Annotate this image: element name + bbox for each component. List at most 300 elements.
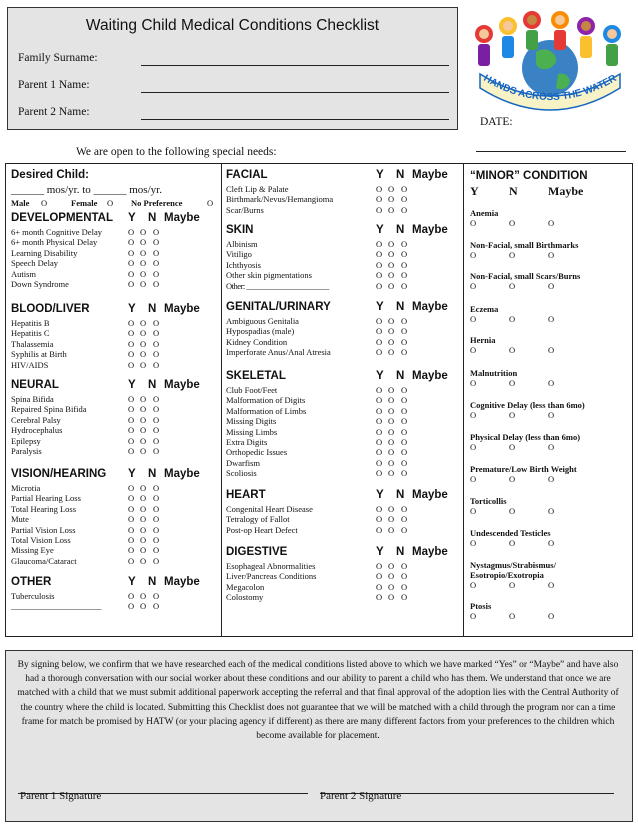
minor-condition-item [470,528,555,548]
section-title-text: VISION/HEARING [11,468,107,480]
option-n[interactable]: O [388,524,395,535]
option-y[interactable]: O [470,474,477,484]
option-n[interactable]: O [140,359,147,370]
condition-label: Scar/Burns [226,204,264,215]
option-n[interactable]: O [140,237,147,248]
option-n[interactable]: O [140,483,147,493]
option-y[interactable]: O [470,506,477,516]
condition-row [11,601,217,611]
section-title [226,370,458,385]
minor-n-header: N [509,184,518,198]
option-n[interactable]: O [140,524,147,535]
minor-condition-item [470,400,585,420]
option-maybe[interactable]: O [401,468,408,479]
option-y[interactable]: O [128,545,135,556]
option-y[interactable]: O [470,611,477,621]
minor-options-row [470,611,555,621]
section-other [11,576,217,612]
option-n[interactable]: O [388,385,395,395]
option-maybe[interactable]: O [401,259,408,270]
section-title [226,224,458,239]
option-maybe[interactable]: O [401,249,408,260]
option-maybe[interactable]: O [153,435,160,446]
condition-label: Missing Digits [226,416,277,427]
option-maybe[interactable]: O [153,318,160,328]
minor-condition-item [470,496,555,516]
minor-options-row [470,218,555,228]
option-y[interactable]: O [128,394,135,404]
option-y[interactable]: O [128,404,135,415]
option-maybe[interactable]: O [548,442,555,452]
parent1-name-field[interactable] [141,92,449,93]
family-surname-field[interactable] [141,65,449,66]
option-n[interactable]: O [388,405,395,416]
y-column-header: Y [376,224,384,236]
maybe-column-header: Maybe [164,576,200,588]
option-n[interactable]: O [509,314,516,324]
option-maybe[interactable]: O [401,326,408,337]
condition-row [226,468,458,478]
option-n[interactable]: O [388,457,395,468]
minor-condition-item [470,368,555,388]
option-maybe[interactable]: O [401,395,408,406]
maybe-column-header: Maybe [412,301,448,313]
option-y[interactable]: O [128,349,135,360]
option-maybe[interactable]: O [401,347,408,358]
section-skin [226,224,458,291]
option-y[interactable]: O [376,405,383,416]
option-n[interactable]: O [509,378,516,388]
minor-condition-label: Non-Facial, small Birthmarks [470,240,579,250]
condition-row [226,458,458,468]
option-n[interactable]: O [509,474,516,484]
condition-row [11,535,217,545]
section-title-text: BLOOD/LIVER [11,303,90,315]
option-maybe[interactable]: O [401,280,408,291]
condition-row [11,339,217,349]
option-maybe[interactable]: O [153,493,160,504]
option-n[interactable]: O [388,468,395,479]
option-y[interactable]: O [128,237,135,248]
option-n[interactable]: O [140,414,147,425]
option-maybe[interactable]: O [153,425,160,436]
option-maybe[interactable]: O [401,336,408,347]
option-maybe[interactable]: O [401,416,408,427]
option-maybe[interactable]: O [548,250,555,260]
desired-age-range[interactable]: ______ mos/yr. to ______ mos/yr. [11,184,162,196]
maybe-column-header: Maybe [412,546,448,558]
option-y[interactable]: O [376,447,383,458]
option-maybe[interactable]: O [153,555,160,566]
option-n[interactable]: O [140,404,147,415]
option-maybe[interactable]: O [548,218,555,228]
option-maybe[interactable]: O [548,611,555,621]
option-y[interactable]: O [376,239,383,249]
option-n[interactable]: O [388,316,395,326]
option-maybe[interactable]: O [401,426,408,437]
option-y[interactable]: O [128,591,135,601]
option-n[interactable]: O [388,504,395,514]
condition-row [11,436,217,446]
condition-row [226,337,458,347]
condition-row [226,270,458,280]
option-maybe[interactable]: O [401,592,408,603]
family-surname-label: Family Surname: [18,52,98,64]
option-maybe[interactable]: O [153,338,160,349]
option-y[interactable]: O [470,250,477,260]
option-y[interactable]: O [376,468,383,479]
option-maybe[interactable]: O [153,591,160,601]
condition-label: Vitiligo [226,249,252,260]
option-y[interactable]: O [376,524,383,535]
option-y[interactable]: O [470,378,477,388]
option-n[interactable]: O [140,425,147,436]
option-y[interactable]: O [128,514,135,525]
option-y[interactable]: O [376,395,383,406]
minor-condition-item [470,240,578,260]
option-y[interactable]: O [128,359,135,370]
option-y[interactable]: O [376,336,383,347]
minor-options-row [470,580,556,590]
option-y[interactable]: O [376,194,383,205]
option-n[interactable]: O [140,258,147,269]
female-option[interactable]: O [107,198,114,208]
minor-options-row [470,378,555,388]
option-n[interactable]: O [388,326,395,337]
condition-label: Repaired Spina Bifida [11,404,87,415]
condition-label: Club Foot/Feet [226,385,278,395]
option-y[interactable]: O [128,493,135,504]
option-n[interactable]: O [509,410,516,420]
option-maybe[interactable]: O [401,581,408,592]
y-column-header: Y [128,576,136,588]
option-n[interactable]: O [140,268,147,279]
minor-condition-title: “MINOR” CONDITION [470,170,588,182]
n-column-header: N [148,212,157,224]
desired-child-section [11,169,217,209]
parent2-name-field[interactable] [141,119,449,120]
option-n[interactable]: O [140,601,147,612]
option-maybe[interactable]: O [153,524,160,535]
option-n[interactable]: O [388,336,395,347]
option-n[interactable]: O [388,239,395,249]
maybe-column-header: Maybe [164,303,200,315]
option-y[interactable]: O [128,524,135,535]
option-maybe[interactable]: O [153,258,160,269]
option-maybe[interactable]: O [401,561,408,571]
option-n[interactable]: O [388,280,395,291]
option-maybe[interactable]: O [153,545,160,556]
condition-row [11,349,217,359]
option-maybe[interactable]: O [153,514,160,525]
option-n[interactable]: O [509,506,516,516]
option-n[interactable]: O [509,250,516,260]
option-y[interactable]: O [128,503,135,514]
option-maybe[interactable]: O [401,447,408,458]
option-maybe[interactable]: O [153,328,160,339]
option-maybe[interactable]: O [153,278,160,289]
option-y[interactable]: O [128,247,135,258]
option-n[interactable]: O [140,591,147,601]
option-n[interactable]: O [388,436,395,447]
condition-row [226,514,458,524]
male-option[interactable]: O [41,198,48,208]
minor-condition-item [470,271,580,291]
condition-row [226,437,458,447]
option-maybe[interactable]: O [153,227,160,237]
option-maybe[interactable]: O [401,385,408,395]
option-maybe[interactable]: O [401,436,408,447]
section-title-text: GENITAL/URINARY [226,301,331,313]
option-n[interactable]: O [140,394,147,404]
option-maybe[interactable]: O [548,474,555,484]
option-y[interactable]: O [376,204,383,215]
condition-row [226,561,458,571]
date-field[interactable] [476,151,626,152]
option-n[interactable]: O [388,561,395,571]
option-y[interactable]: O [470,580,477,590]
option-maybe[interactable]: O [153,394,160,404]
maybe-column-header: Maybe [412,169,448,181]
option-maybe[interactable]: O [548,378,555,388]
condition-label: Epilepsy [11,435,41,446]
option-n[interactable]: O [140,545,147,556]
condition-label: 6+ month Physical Delay [11,237,98,248]
minor-options-row [470,506,555,516]
option-n[interactable]: O [388,514,395,525]
option-maybe[interactable]: O [153,483,160,493]
option-n[interactable]: O [509,538,516,548]
option-y[interactable]: O [376,316,383,326]
option-y[interactable]: O [376,581,383,592]
option-n[interactable]: O [140,227,147,237]
option-maybe[interactable]: O [153,503,160,514]
condition-label: Congenital Heart Disease [226,504,313,514]
option-y[interactable]: O [376,385,383,395]
option-n[interactable]: O [140,349,147,360]
option-y[interactable]: O [376,270,383,281]
option-y[interactable]: O [128,338,135,349]
option-y[interactable]: O [470,314,477,324]
option-n[interactable]: O [388,204,395,215]
option-maybe[interactable]: O [401,316,408,326]
option-y[interactable]: O [128,268,135,279]
minor-y-header: Y [470,184,479,198]
option-y[interactable]: O [376,259,383,270]
option-n[interactable]: O [140,338,147,349]
option-maybe[interactable]: O [548,345,555,355]
option-n[interactable]: O [140,278,147,289]
section-title [226,546,458,561]
option-y[interactable]: O [128,425,135,436]
option-n[interactable]: O [140,555,147,566]
section-vision-hearing [11,468,217,566]
section-title [11,576,217,591]
condition-row [226,281,458,291]
option-y[interactable]: O [128,534,135,545]
option-y[interactable]: O [470,281,477,291]
option-y[interactable]: O [376,416,383,427]
female-label: Female [71,198,98,208]
section-title [11,212,217,227]
condition-row [226,571,458,581]
option-n[interactable]: O [388,571,395,582]
option-y[interactable]: O [128,555,135,566]
option-maybe[interactable]: O [153,534,160,545]
option-maybe[interactable]: O [401,405,408,416]
option-n[interactable]: O [509,442,516,452]
option-y[interactable]: O [376,280,383,291]
option-y[interactable]: O [128,258,135,269]
condition-row [11,545,217,555]
option-n[interactable]: O [388,416,395,427]
option-y[interactable]: O [376,571,383,582]
option-maybe[interactable]: O [548,580,555,590]
option-y[interactable]: O [376,504,383,514]
minor-options-row [470,410,585,420]
option-n[interactable]: O [140,318,147,328]
option-y[interactable]: O [128,414,135,425]
option-n[interactable]: O [388,194,395,205]
option-n[interactable]: O [140,493,147,504]
option-n[interactable]: O [388,347,395,358]
option-maybe[interactable]: O [153,237,160,248]
option-maybe[interactable]: O [153,359,160,370]
y-column-header: Y [376,301,384,313]
page-title: Waiting Child Medical Conditions Checklist [85,17,380,34]
option-y[interactable]: O [376,457,383,468]
option-n[interactable]: O [388,249,395,260]
option-maybe[interactable]: O [401,194,408,205]
option-maybe[interactable]: O [401,184,408,194]
y-column-header: Y [128,303,136,315]
option-n[interactable]: O [140,534,147,545]
option-y[interactable]: O [470,345,477,355]
option-n[interactable]: O [509,218,516,228]
section-genital-urinary [226,301,458,358]
option-n[interactable]: O [388,426,395,437]
condition-label: Post-op Heart Defect [226,524,298,535]
option-maybe[interactable]: O [401,514,408,525]
condition-row [11,237,217,247]
option-n[interactable]: O [388,395,395,406]
option-maybe[interactable]: O [401,457,408,468]
option-n[interactable]: O [388,447,395,458]
option-y[interactable]: O [470,538,477,548]
option-maybe[interactable]: O [153,601,160,612]
option-maybe[interactable]: O [401,571,408,582]
option-y[interactable]: O [128,318,135,328]
option-y[interactable]: O [376,514,383,525]
option-y[interactable]: O [470,410,477,420]
option-n[interactable]: O [388,270,395,281]
option-y[interactable]: O [376,184,383,194]
option-n[interactable]: O [509,580,516,590]
option-maybe[interactable]: O [548,314,555,324]
option-y[interactable]: O [128,278,135,289]
option-maybe[interactable]: O [548,281,555,291]
option-y[interactable]: O [376,592,383,603]
option-maybe[interactable]: O [401,270,408,281]
option-y[interactable]: O [128,445,135,456]
option-maybe[interactable]: O [153,349,160,360]
option-n[interactable]: O [509,281,516,291]
option-y[interactable]: O [470,442,477,452]
condition-row [11,483,217,493]
option-n[interactable]: O [140,247,147,258]
no-preference-label: No Preference [131,198,183,208]
condition-label: Tetralogy of Fallot [226,514,290,525]
option-maybe[interactable]: O [548,410,555,420]
minor-options-row [470,250,578,260]
n-column-header: N [396,169,405,181]
option-maybe[interactable]: O [153,414,160,425]
option-n[interactable]: O [140,445,147,456]
minor-condition-item [470,304,555,324]
condition-row [11,556,217,566]
option-n[interactable]: O [509,345,516,355]
option-n[interactable]: O [388,592,395,603]
option-maybe[interactable]: O [401,504,408,514]
condition-label: Liver/Pancreas Conditions [226,571,317,582]
condition-label: Colostomy [226,592,264,603]
option-maybe[interactable]: O [153,404,160,415]
option-maybe[interactable]: O [401,204,408,215]
option-y[interactable]: O [128,227,135,237]
option-y[interactable]: O [376,426,383,437]
option-maybe[interactable]: O [401,524,408,535]
option-maybe[interactable]: O [153,247,160,258]
option-y[interactable]: O [376,326,383,337]
y-column-header: Y [376,546,384,558]
condition-label: Malformation of Digits [226,395,306,406]
option-maybe[interactable]: O [153,445,160,456]
option-y[interactable]: O [376,561,383,571]
option-y[interactable]: O [128,435,135,446]
option-n[interactable]: O [140,435,147,446]
column-divider [221,164,222,636]
no-preference-option[interactable]: O [207,198,214,208]
n-column-header: N [396,301,405,313]
option-y[interactable]: O [376,249,383,260]
option-y[interactable]: O [470,218,477,228]
condition-label: 6+ month Cognitive Delay [11,227,102,237]
option-maybe[interactable]: O [548,506,555,516]
section-title [11,468,217,483]
condition-row [226,525,458,535]
option-n[interactable]: O [509,611,516,621]
option-n[interactable]: O [388,259,395,270]
option-n[interactable]: O [140,514,147,525]
option-maybe[interactable]: O [548,538,555,548]
section-title-text: OTHER [11,576,52,588]
option-n[interactable]: O [388,581,395,592]
option-maybe[interactable]: O [401,239,408,249]
condition-row [11,258,217,268]
y-column-header: Y [376,169,384,181]
option-n[interactable]: O [140,328,147,339]
option-y[interactable]: O [376,436,383,447]
option-y[interactable]: O [128,483,135,493]
condition-label: ________________________ [11,601,101,612]
option-n[interactable]: O [140,503,147,514]
option-y[interactable]: O [376,347,383,358]
section-title [11,379,217,394]
option-y[interactable]: O [128,601,135,612]
option-maybe[interactable]: O [153,268,160,279]
option-n[interactable]: O [388,184,395,194]
option-y[interactable]: O [128,328,135,339]
